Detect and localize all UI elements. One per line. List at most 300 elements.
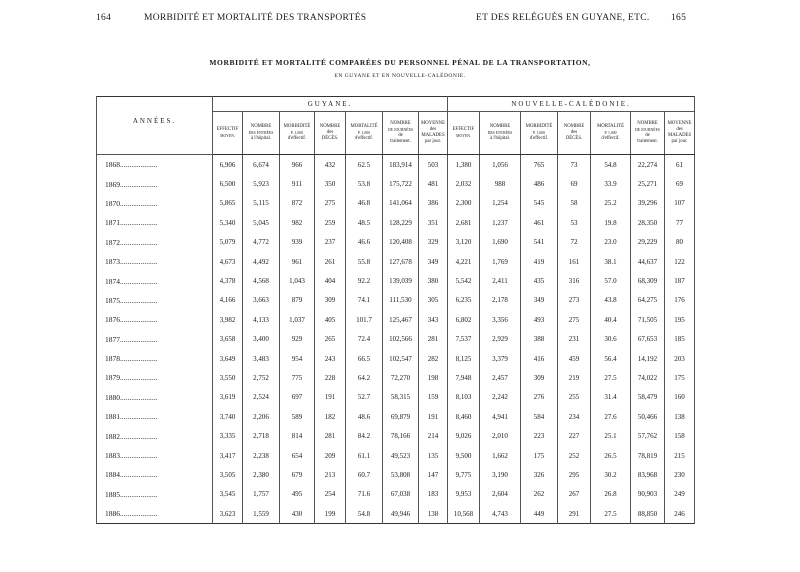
nc-value-cell: 6,802	[448, 310, 480, 329]
dot-leader: ....................	[120, 470, 158, 480]
table-row	[97, 252, 695, 271]
nc-value-cell: 486	[521, 174, 558, 193]
guyane-value-cell: 6,906	[213, 155, 243, 175]
table-row	[97, 426, 695, 445]
guyane-value-cell: 309	[315, 291, 346, 310]
guyane-value-cell: 46.6	[346, 233, 383, 252]
guyane-value-cell: 128,229	[383, 213, 419, 232]
nc-value-cell: 56.4	[591, 349, 631, 368]
column-header-line: EFFECTIF	[452, 127, 475, 132]
column-header-line: MALADES	[667, 133, 692, 138]
year-value: 1874	[105, 276, 120, 286]
guyane-value-cell: 1,559	[243, 504, 280, 524]
year-value: 1873	[105, 257, 120, 267]
guyane-value-cell: 872	[280, 194, 315, 213]
nc-value-cell: 185	[665, 330, 695, 349]
column-header-line: MOYENNE	[667, 121, 692, 126]
nc-value-cell: 1,237	[480, 213, 521, 232]
nc-value-cell: 33.9	[591, 174, 631, 193]
nc-value-cell: 231	[558, 330, 591, 349]
nc-value-cell: 3,190	[480, 465, 521, 484]
nc-value-cell: 88,850	[631, 504, 665, 524]
guyane-value-cell: 954	[280, 349, 315, 368]
year-value: 1882	[105, 431, 120, 441]
guyane-value-cell: 3,623	[213, 504, 243, 524]
year-value: 1884	[105, 470, 120, 480]
nc-value-cell: 53	[558, 213, 591, 232]
nc-value-cell: 273	[558, 291, 591, 310]
guyane-value-cell: 4,378	[213, 271, 243, 290]
nc-value-cell: 219	[558, 368, 591, 387]
column-header-line: d'effectif.	[601, 136, 620, 141]
guyane-value-cell: 69,879	[383, 407, 419, 426]
nc-value-cell: 54.8	[591, 155, 631, 175]
guyane-value-cell: 5,340	[213, 213, 243, 232]
nc-value-cell: 419	[521, 252, 558, 271]
year-value: 1886	[105, 509, 120, 519]
nc-value-cell: 765	[521, 155, 558, 175]
guyane-value-cell: 4,492	[243, 252, 280, 271]
guyane-value-cell: 209	[315, 446, 346, 465]
right-running-head: ET DES RELÉGUÉS EN GUYANE, ETC.	[476, 13, 650, 23]
years-header: ANNÉES.	[97, 97, 213, 155]
nc-value-cell: 14,192	[631, 349, 665, 368]
dot-leader: ....................	[120, 392, 158, 402]
nc-value-cell: 160	[665, 388, 695, 407]
guyane-value-cell: 54.8	[346, 504, 383, 524]
guyane-value-cell: 111,530	[383, 291, 419, 310]
guyane-column-header-4	[346, 112, 383, 155]
guyane-value-cell: 879	[280, 291, 315, 310]
year-value: 1879	[105, 373, 120, 383]
nc-column-header-6	[665, 112, 695, 155]
nc-value-cell: 27.5	[591, 368, 631, 387]
guyane-value-cell: 191	[419, 407, 448, 426]
dot-leader: ....................	[120, 509, 158, 519]
nc-value-cell: 1,254	[480, 194, 521, 213]
nc-value-cell: 2,242	[480, 388, 521, 407]
guyane-value-cell: 3,550	[213, 368, 243, 387]
table-row	[97, 465, 695, 484]
nc-value-cell: 249	[665, 485, 695, 504]
guyane-value-cell: 380	[419, 271, 448, 290]
left-running-head: MORBIDITÉ ET MORTALITÉ DES TRANSPORTÉS	[144, 13, 367, 23]
table-row	[97, 271, 695, 290]
column-header-line: DE JOURNÉES	[635, 128, 661, 132]
guyane-value-cell: 74.1	[346, 291, 383, 310]
guyane-value-cell: 275	[315, 194, 346, 213]
nc-value-cell: 8,103	[448, 388, 480, 407]
nc-value-cell: 461	[521, 213, 558, 232]
dot-leader: ....................	[120, 179, 158, 189]
guyane-value-cell: 4,772	[243, 233, 280, 252]
nc-value-cell: 262	[521, 485, 558, 504]
guyane-value-cell: 929	[280, 330, 315, 349]
year-value: 1881	[105, 412, 120, 422]
table-row	[97, 407, 695, 426]
nc-value-cell: 4,221	[448, 252, 480, 271]
dot-leader: ....................	[120, 354, 158, 364]
column-header-line: d'effectif.	[354, 136, 374, 141]
nc-value-cell: 107	[665, 194, 695, 213]
guyane-value-cell: 2,380	[243, 465, 280, 484]
column-header-line: P. 1,000	[532, 131, 546, 135]
nc-value-cell: 44,637	[631, 252, 665, 271]
nc-value-cell: 326	[521, 465, 558, 484]
year-cell	[97, 174, 213, 193]
dot-leader: ....................	[120, 257, 158, 267]
guyane-column-header-1	[243, 112, 280, 155]
guyane-value-cell: 350	[315, 174, 346, 193]
year-cell	[97, 310, 213, 329]
table-row	[97, 485, 695, 504]
year-value: 1871	[105, 218, 120, 228]
guyane-value-cell: 55.8	[346, 252, 383, 271]
guyane-value-cell: 49,523	[383, 446, 419, 465]
guyane-value-cell: 53.8	[346, 174, 383, 193]
column-header-line: des	[429, 127, 437, 132]
year-cell	[97, 368, 213, 387]
nc-value-cell: 61	[665, 155, 695, 175]
nc-value-cell: 1,662	[480, 446, 521, 465]
nc-value-cell: 58,479	[631, 388, 665, 407]
nc-value-cell: 459	[558, 349, 591, 368]
column-header-line: DES ENTRÉES	[487, 131, 513, 135]
nc-value-cell: 1,690	[480, 233, 521, 252]
nc-value-cell: 6,235	[448, 291, 480, 310]
year-cell	[97, 349, 213, 368]
guyane-value-cell: 62.5	[346, 155, 383, 175]
nc-value-cell: 57,762	[631, 426, 665, 445]
guyane-value-cell: 61.1	[346, 446, 383, 465]
nc-value-cell: 77	[665, 213, 695, 232]
guyane-value-cell: 49,946	[383, 504, 419, 524]
nc-value-cell: 9,026	[448, 426, 480, 445]
nc-value-cell: 64,275	[631, 291, 665, 310]
nc-value-cell: 25.1	[591, 426, 631, 445]
column-header-line: des	[676, 127, 683, 132]
guyane-value-cell: 961	[280, 252, 315, 271]
guyane-value-cell: 281	[315, 426, 346, 445]
guyane-column-header-2	[280, 112, 315, 155]
column-header-line: d'effectif.	[529, 136, 549, 141]
nc-column-header-3	[558, 112, 591, 155]
guyane-value-cell: 6,674	[243, 155, 280, 175]
nc-value-cell: 584	[521, 407, 558, 426]
nc-value-cell: 230	[665, 465, 695, 484]
table-row	[97, 213, 695, 232]
guyane-value-cell: 4,133	[243, 310, 280, 329]
guyane-value-cell: 125,467	[383, 310, 419, 329]
year-cell	[97, 465, 213, 484]
dot-leader: ....................	[120, 334, 158, 344]
guyane-value-cell: 141,064	[383, 194, 419, 213]
year-value: 1868	[105, 160, 120, 170]
guyane-value-cell: 814	[280, 426, 315, 445]
nc-value-cell: 291	[558, 504, 591, 524]
guyane-value-cell: 183,914	[383, 155, 419, 175]
guyane-value-cell: 66.5	[346, 349, 383, 368]
dot-leader: ....................	[120, 451, 158, 461]
dot-leader: ....................	[120, 373, 158, 383]
dot-leader: ....................	[120, 160, 158, 170]
guyane-value-cell: 214	[419, 426, 448, 445]
dot-leader: ....................	[120, 315, 158, 325]
column-header-line: traitement.	[390, 139, 411, 144]
dot-leader: ....................	[120, 276, 158, 286]
guyane-value-cell: 120,408	[383, 233, 419, 252]
nc-value-cell: 27.5	[591, 504, 631, 524]
nc-value-cell: 40.4	[591, 310, 631, 329]
nc-column-header-4	[591, 112, 631, 155]
column-header-line: P. 1,000	[357, 131, 371, 135]
guyane-value-cell: 71.6	[346, 485, 383, 504]
nc-value-cell: 68,309	[631, 271, 665, 290]
dot-leader: ....................	[120, 237, 158, 247]
nc-value-cell: 161	[558, 252, 591, 271]
guyane-value-cell: 191	[315, 388, 346, 407]
guyane-column-header-3	[315, 112, 346, 155]
guyane-value-cell: 159	[419, 388, 448, 407]
nc-value-cell: 1,769	[480, 252, 521, 271]
nc-column-header-0	[448, 112, 480, 155]
column-header-line: MORTALITÉ	[350, 124, 378, 129]
guyane-value-cell: 329	[419, 233, 448, 252]
guyane-value-cell: 259	[315, 213, 346, 232]
guyane-value-cell: 432	[315, 155, 346, 175]
guyane-value-cell: 503	[419, 155, 448, 175]
nc-value-cell: 435	[521, 271, 558, 290]
nc-value-cell: 2,300	[448, 194, 480, 213]
nc-value-cell: 176	[665, 291, 695, 310]
left-page-number: 164	[96, 13, 112, 23]
guyane-value-cell: 48.5	[346, 213, 383, 232]
nc-value-cell: 175	[665, 368, 695, 387]
guyane-value-cell: 351	[419, 213, 448, 232]
nc-value-cell: 988	[480, 174, 521, 193]
nc-value-cell: 39,296	[631, 194, 665, 213]
nc-value-cell: 1,380	[448, 155, 480, 175]
guyane-value-cell: 135	[419, 446, 448, 465]
column-header-line: à l'hôpital.	[250, 136, 272, 141]
guyane-value-cell: 4,673	[213, 252, 243, 271]
nc-value-cell: 27.6	[591, 407, 631, 426]
year-cell	[97, 194, 213, 213]
guyane-value-cell: 3,545	[213, 485, 243, 504]
nc-value-cell: 38.1	[591, 252, 631, 271]
nc-value-cell: 23.0	[591, 233, 631, 252]
table-subtitle: EN GUYANE ET EN NOUVELLE-CALÉDONIE.	[334, 73, 466, 79]
table-body	[97, 155, 695, 524]
nc-value-cell: 2,457	[480, 368, 521, 387]
guyane-value-cell: 3,400	[243, 330, 280, 349]
year-value: 1875	[105, 295, 120, 305]
dot-leader: ....................	[120, 489, 158, 499]
column-header-line: traitement.	[637, 139, 658, 144]
guyane-value-cell: 343	[419, 310, 448, 329]
guyane-value-cell: 5,923	[243, 174, 280, 193]
nc-value-cell: 203	[665, 349, 695, 368]
dot-leader: ....................	[120, 431, 158, 441]
guyane-value-cell: 3,483	[243, 349, 280, 368]
column-header-line: MOYENNE	[421, 121, 445, 126]
table-row	[97, 194, 695, 213]
nc-value-cell: 50,466	[631, 407, 665, 426]
year-cell	[97, 291, 213, 310]
guyane-value-cell: 5,865	[213, 194, 243, 213]
year-value: 1870	[105, 198, 120, 208]
nc-value-cell: 78,819	[631, 446, 665, 465]
column-header-line: NOMBRE	[250, 124, 272, 129]
nc-value-cell: 138	[665, 407, 695, 426]
column-header-line: MOYEN.	[220, 134, 235, 138]
year-cell	[97, 504, 213, 524]
nc-value-cell: 30.6	[591, 330, 631, 349]
guyane-value-cell: 52.7	[346, 388, 383, 407]
nc-value-cell: 9,953	[448, 485, 480, 504]
guyane-value-cell: 64.2	[346, 368, 383, 387]
guyane-value-cell: 199	[315, 504, 346, 524]
nc-value-cell: 158	[665, 426, 695, 445]
nc-value-cell: 4,743	[480, 504, 521, 524]
guyane-value-cell: 5,115	[243, 194, 280, 213]
guyane-value-cell: 654	[280, 446, 315, 465]
guyane-value-cell: 198	[419, 368, 448, 387]
table-row	[97, 388, 695, 407]
year-cell	[97, 485, 213, 504]
guyane-value-cell: 3,619	[213, 388, 243, 407]
group-header-row	[97, 97, 695, 112]
nc-value-cell: 8,125	[448, 349, 480, 368]
guyane-value-cell: 182	[315, 407, 346, 426]
guyane-value-cell: 3,658	[213, 330, 243, 349]
dot-leader: ....................	[120, 198, 158, 208]
nc-value-cell: 73	[558, 155, 591, 175]
column-header-line: MORTALITÉ	[597, 124, 625, 129]
year-value: 1876	[105, 315, 120, 325]
nc-value-cell: 187	[665, 271, 695, 290]
guyane-value-cell: 911	[280, 174, 315, 193]
nc-value-cell: 215	[665, 446, 695, 465]
guyane-value-cell: 3,335	[213, 426, 243, 445]
guyane-value-cell: 2,524	[243, 388, 280, 407]
year-value: 1872	[105, 237, 120, 247]
guyane-value-cell: 147	[419, 465, 448, 484]
nc-value-cell: 449	[521, 504, 558, 524]
guyane-value-cell: 2,238	[243, 446, 280, 465]
guyane-column-header-6	[419, 112, 448, 155]
nc-value-cell: 7,948	[448, 368, 480, 387]
nc-value-cell: 309	[521, 368, 558, 387]
nc-value-cell: 31.4	[591, 388, 631, 407]
nc-value-cell: 252	[558, 446, 591, 465]
guyane-value-cell: 48.6	[346, 407, 383, 426]
nc-value-cell: 29,229	[631, 233, 665, 252]
year-cell	[97, 155, 213, 175]
nc-value-cell: 71,505	[631, 310, 665, 329]
column-header-line: NOMBRE	[390, 121, 411, 126]
dot-leader: ....................	[120, 218, 158, 228]
nc-value-cell: 22,274	[631, 155, 665, 175]
column-header-line: MALADES	[421, 133, 445, 138]
nc-value-cell: 28,350	[631, 213, 665, 232]
nc-value-cell: 349	[521, 291, 558, 310]
guyane-value-cell: 3,417	[213, 446, 243, 465]
table-row	[97, 155, 695, 175]
year-cell	[97, 252, 213, 271]
guyane-value-cell: 265	[315, 330, 346, 349]
nc-value-cell: 72	[558, 233, 591, 252]
nc-value-cell: 80	[665, 233, 695, 252]
guyane-value-cell: 5,079	[213, 233, 243, 252]
nc-value-cell: 541	[521, 233, 558, 252]
guyane-value-cell: 4,166	[213, 291, 243, 310]
column-header-line: NOMBRE	[563, 124, 585, 129]
guyane-value-cell: 5,045	[243, 213, 280, 232]
guyane-value-cell: 939	[280, 233, 315, 252]
nc-value-cell: 493	[521, 310, 558, 329]
column-header-line: DÉCÈS.	[565, 136, 583, 141]
guyane-value-cell: 430	[280, 504, 315, 524]
guyane-value-cell: 2,752	[243, 368, 280, 387]
right-page-number: 165	[671, 13, 687, 23]
nc-value-cell: 267	[558, 485, 591, 504]
table-row	[97, 504, 695, 524]
nc-value-cell: 2,929	[480, 330, 521, 349]
statistics-table	[96, 96, 695, 524]
nc-value-cell: 8,460	[448, 407, 480, 426]
nc-value-cell: 74,022	[631, 368, 665, 387]
guyane-value-cell: 254	[315, 485, 346, 504]
year-value: 1880	[105, 392, 120, 402]
table-row	[97, 446, 695, 465]
column-header-line: par jour.	[671, 139, 688, 144]
nc-value-cell: 4,941	[480, 407, 521, 426]
nc-value-cell: 9,775	[448, 465, 480, 484]
year-value: 1869	[105, 179, 120, 189]
guyane-value-cell: 481	[419, 174, 448, 193]
guyane-value-cell: 2,718	[243, 426, 280, 445]
guyane-value-cell: 102,547	[383, 349, 419, 368]
table-row	[97, 291, 695, 310]
guyane-value-cell: 405	[315, 310, 346, 329]
nc-value-cell: 2,178	[480, 291, 521, 310]
nc-value-cell: 2,604	[480, 485, 521, 504]
nc-value-cell: 246	[665, 504, 695, 524]
guyane-value-cell: 139,039	[383, 271, 419, 290]
guyane-value-cell: 4,568	[243, 271, 280, 290]
nc-value-cell: 227	[558, 426, 591, 445]
nc-value-cell: 545	[521, 194, 558, 213]
guyane-value-cell: 404	[315, 271, 346, 290]
column-header-line: MOYEN.	[456, 134, 471, 138]
guyane-value-cell: 966	[280, 155, 315, 175]
nc-value-cell: 2,411	[480, 271, 521, 290]
table-row	[97, 349, 695, 368]
nc-value-cell: 69	[665, 174, 695, 193]
guyane-value-cell: 58,315	[383, 388, 419, 407]
column-header-line: NOMBRE	[319, 124, 341, 129]
nc-value-cell: 30.2	[591, 465, 631, 484]
guyane-value-cell: 175,722	[383, 174, 419, 193]
guyane-value-cell: 213	[315, 465, 346, 484]
table-row	[97, 174, 695, 193]
nc-value-cell: 295	[558, 465, 591, 484]
nc-value-cell: 175	[521, 446, 558, 465]
nouvelle-caledonie-group-header: NOUVELLE-CALÉDONIE.	[448, 97, 695, 112]
guyane-value-cell: 78,166	[383, 426, 419, 445]
nc-value-cell: 3,379	[480, 349, 521, 368]
